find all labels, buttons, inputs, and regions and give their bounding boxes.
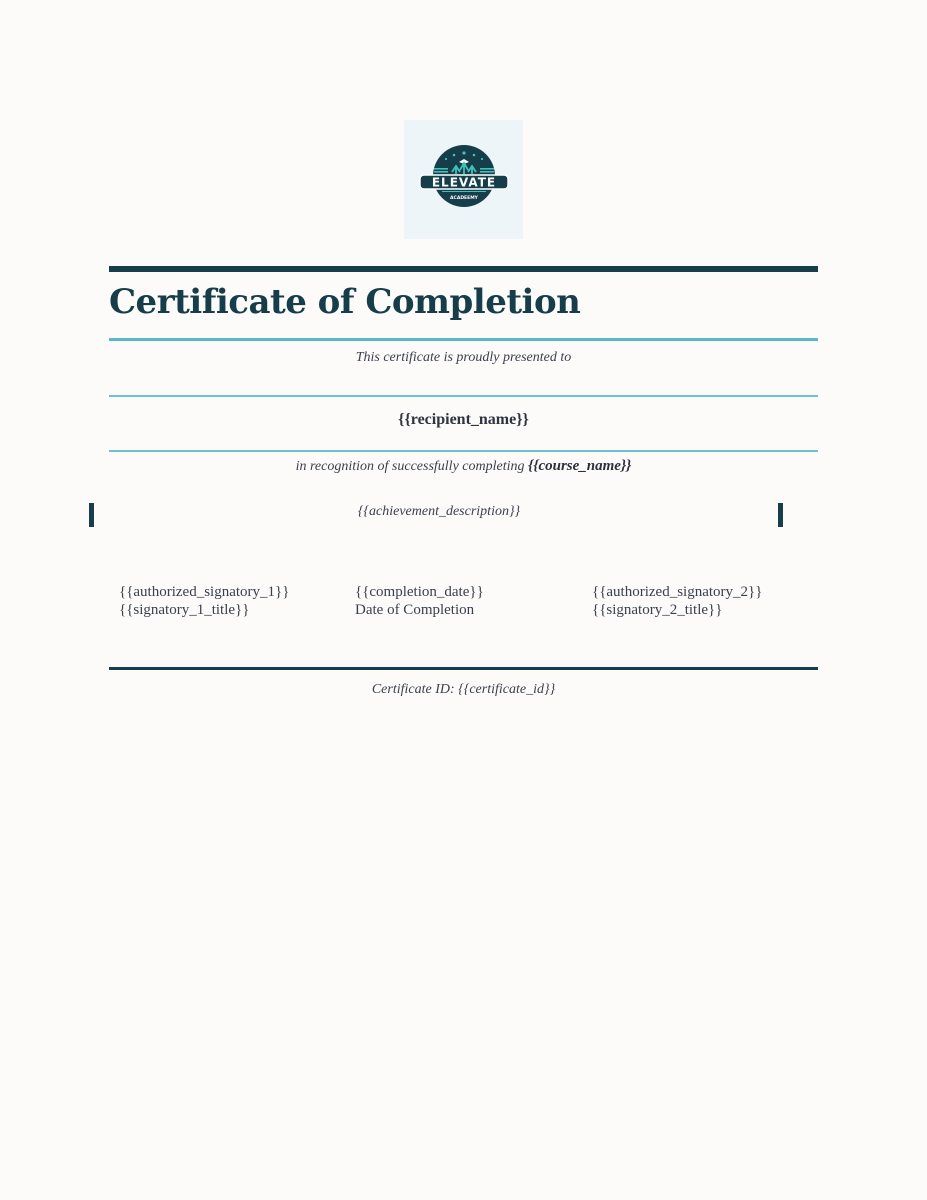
elevate-academy-logo-icon [416, 140, 512, 220]
achievement-description: {{achievement_description}} [357, 504, 521, 519]
recipient-bottom-divider [109, 450, 818, 452]
signatory-2-name: {{authorized_signatory_2}} [592, 584, 763, 600]
certificate-id-line [109, 682, 818, 698]
svg-text:ELEVATE: ELEVATE [431, 175, 496, 189]
completion-date-label: Date of Completion [355, 602, 475, 618]
recognition-text: in recognition of successfully completing [295, 459, 525, 474]
presented-text: This certificate is proudly presented to [355, 350, 572, 365]
certificate-title: Certificate of Completion [109, 282, 581, 322]
right-accent-bar [778, 503, 783, 527]
signatory-1-block [119, 583, 289, 619]
signatory-1-title: {{signatory_1_title}} [119, 602, 250, 618]
recipient-name: {{recipient_name}} [398, 411, 529, 428]
recognition-line [109, 458, 818, 475]
academy-logo [404, 120, 523, 239]
completion-date-block [355, 583, 484, 619]
course-name: {{course_name}} [528, 458, 632, 474]
top-divider [109, 266, 818, 272]
title-divider [109, 338, 818, 341]
left-accent-bar [89, 503, 94, 527]
certificate-id-label: Certificate ID: [371, 682, 455, 697]
signatory-1-name: {{authorized_signatory_1}} [119, 584, 290, 600]
signatory-2-title: {{signatory_2_title}} [592, 602, 723, 618]
certificate-id-value: {{certificate_id}} [458, 682, 556, 697]
recipient-top-divider [109, 395, 818, 397]
footer-divider [109, 667, 818, 670]
completion-date: {{completion_date}} [355, 584, 484, 600]
svg-text:ACADEEMY: ACADEEMY [449, 195, 478, 201]
signatory-2-block [592, 583, 762, 619]
